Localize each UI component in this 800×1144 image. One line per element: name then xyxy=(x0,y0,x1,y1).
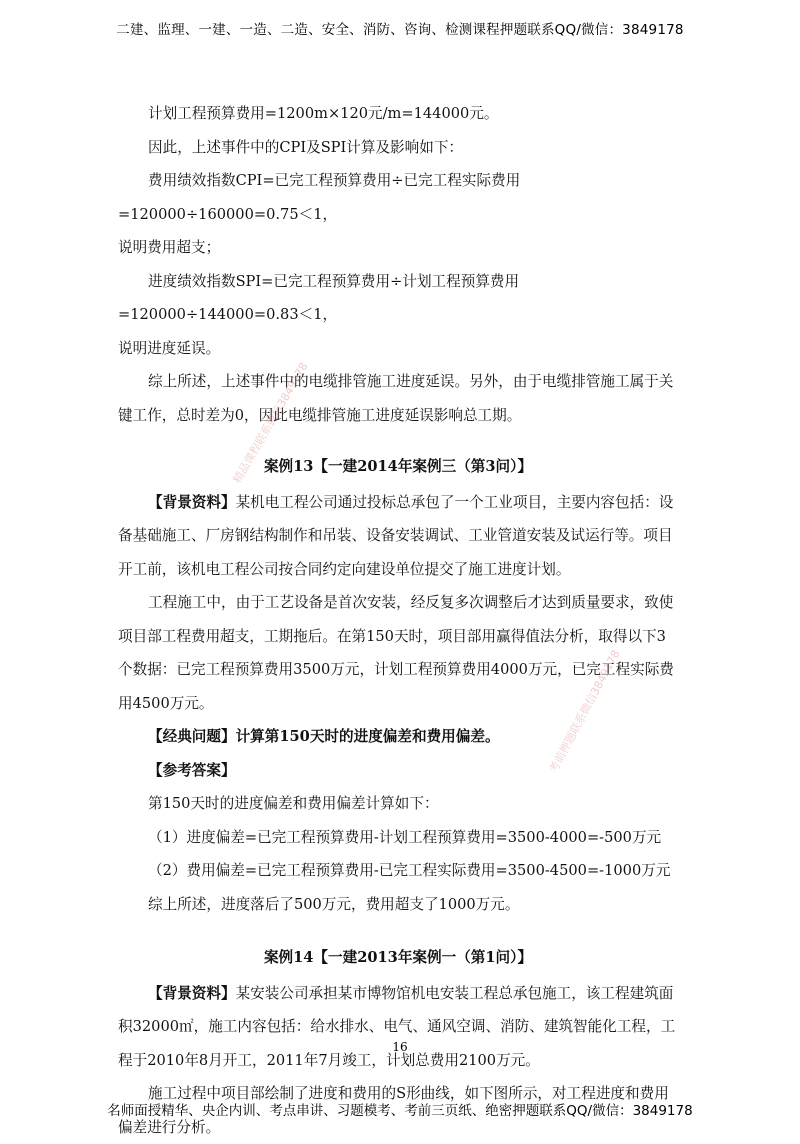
paragraph: 说明进度延误。 xyxy=(118,339,221,357)
section-label: 【经典问题】 xyxy=(148,728,236,745)
question-text: 计算第150天时的进度偏差和费用偏差。 xyxy=(235,728,500,745)
paragraph: 因此，上述事件中的CPI及SPI计算及影响如下： xyxy=(148,138,464,156)
paragraph-text: 某机电工程公司通过投标总承包了一个工业项目，主要内容包括：设备基础施工、厂房钢结构制作和吊装、设备安装调试、工业管道安装及试运行等。项目开工前，该机电工程公司按合同约定向建设单位提交了施工进度计划。 xyxy=(118,493,674,578)
page-footer: 名师面授精华、央企内训、考点串讲、习题模考、考前三页纸、绝密押题联系QQ/微信：3849178 xyxy=(107,1103,693,1119)
background-paragraph xyxy=(118,977,678,1078)
paragraph: 第150天时的进度偏差和费用偏差计算如下： xyxy=(148,795,439,812)
paragraph-text: 某安装公司承担某市博物馆机电安装工程总承包施工，该工程建筑面积32000㎡，施工内容包括：给水排水、电气、通风空调、消防、建筑智能化工程，工程于2010年8月开工，2011年7月竣工，计划总费用2100万元。 xyxy=(118,984,676,1069)
paragraph: 进度绩效指数SPI=已完工程预算费用÷计划工程预算费用=120000÷144000=0.83＜1， xyxy=(118,272,520,323)
watermark: 精品课程联系微信3849178 xyxy=(230,360,311,486)
document-body xyxy=(118,97,678,1144)
watermark: 考前押题联系微信3849178 xyxy=(546,647,623,776)
paragraph: 施工过程中项目部绘制了进度和费用的S形曲线，如下图所示，对工程进度和费用偏差进行分析。 xyxy=(118,1085,669,1136)
section-label: 【背景资料】 xyxy=(148,493,236,511)
section-label: 【参考答案】 xyxy=(148,761,236,779)
paragraph: （2）费用偏差=已完工程预算费用-已完工程实际费用=3500-4500=-1000万元 xyxy=(148,862,671,879)
paragraph: 综上所述，进度落后了500万元，费用超支了1000万元。 xyxy=(148,895,520,913)
paragraph: 费用绩效指数CPI=已完工程预算费用÷已完工程实际费用=120000÷160000=0.75＜1， xyxy=(118,172,521,223)
section-label: 【背景资料】 xyxy=(148,984,236,1002)
case-title: 案例14【一建2013年案例一（第1问）】 xyxy=(263,949,533,966)
page-header: 二建、监理、一建、一造、二造、安全、消防、咨询、检测课程押题联系QQ/微信：3849178 xyxy=(116,22,684,38)
paragraph: 计划工程预算费用=1200m×120元/m=144000元。 xyxy=(148,105,499,122)
paragraph: 说明费用超支； xyxy=(118,239,221,256)
answer-heading xyxy=(118,754,678,788)
paragraph: 综上所述，上述事件中的电缆排管施工进度延误。另外，由于电缆排管施工属于关键工作，总时差为0，因此电缆排管施工进度延误影响总工期。 xyxy=(118,373,674,424)
case-title: 案例13【一建2014年案例三（第3问）】 xyxy=(263,458,533,475)
question-paragraph xyxy=(118,720,678,754)
page-number: 16 xyxy=(392,1040,408,1054)
paragraph: 工程施工中，由于工艺设备是首次安装，经反复多次调整后才达到质量要求，致使项目部工程费用超支，工期拖后。在第150天时，项目部用赢得值法分析，取得以下3个数据：已完工程预算费用3500万元，计划工程预算费用4000万元，已完工程实际费用4500万元。 xyxy=(118,594,674,712)
paragraph: （1）进度偏差=已完工程预算费用-计划工程预算费用=3500-4000=-500万元 xyxy=(148,828,662,846)
background-paragraph xyxy=(118,486,678,587)
